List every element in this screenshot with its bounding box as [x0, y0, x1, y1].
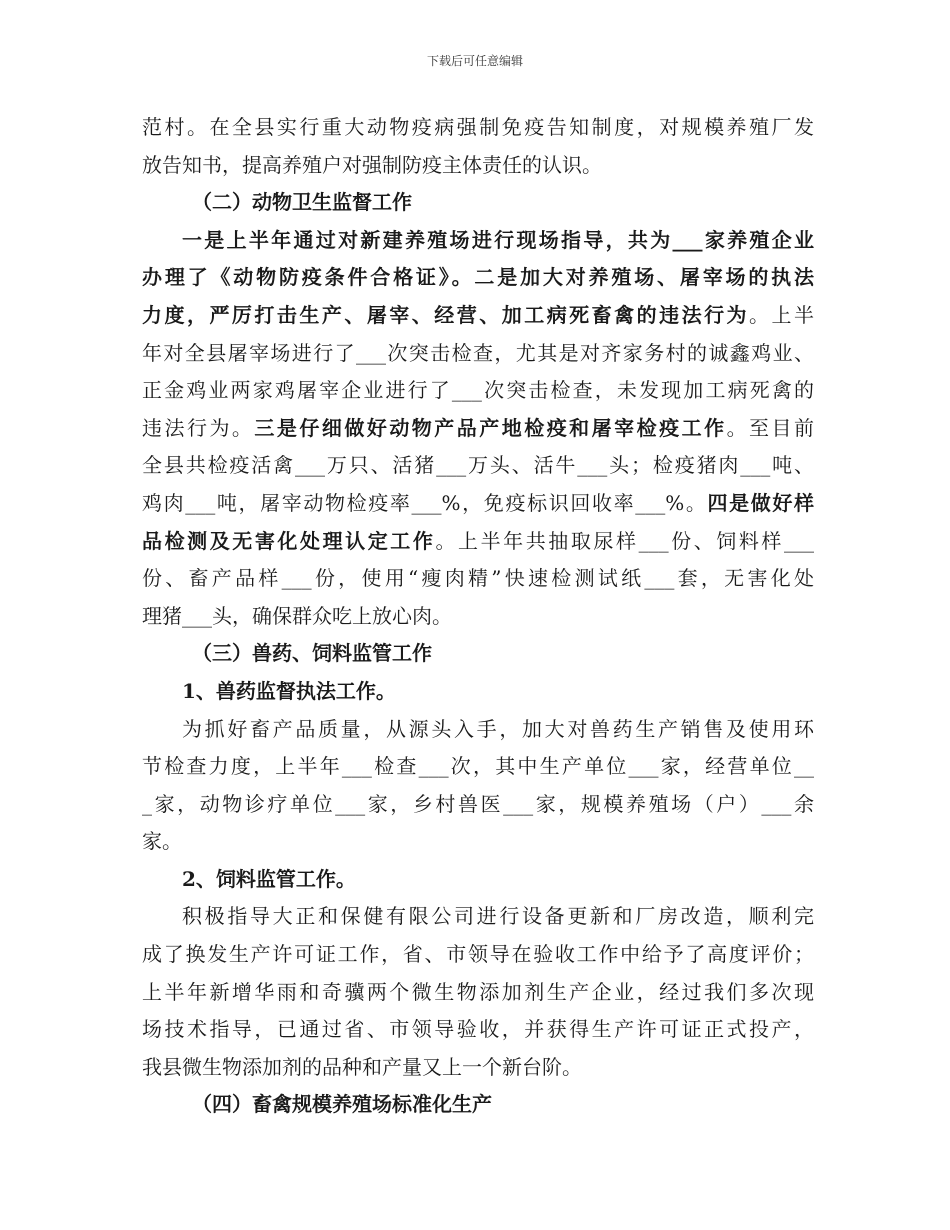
bold-text: 三是仔细做好动物产品产地检疫和屠宰检疫工作 [254, 415, 727, 440]
paragraph-line: 家。 [142, 829, 182, 854]
paragraph-line: _家，动物诊疗单位___家，乡村兽医___家，规模养殖场（户）___余 [142, 791, 814, 816]
section-heading-2: （二）动物卫生监督工作 [192, 190, 412, 215]
paragraph-line [142, 410, 814, 448]
paragraph-line: 为抓好畜产品质量，从源头入手，加大对兽药生产销售及使用环 [182, 716, 814, 741]
paragraph-line: 放告知书，提高养殖户对强制防疫主体责任的认识。 [142, 152, 602, 177]
paragraph-line [142, 523, 814, 561]
paragraph-line: 一是上半年通过对新建养殖场进行现场指导，共为___家养殖企业 [182, 227, 814, 252]
paragraph-line: 我县微生物添加剂的品种和产量又上一个新台阶。 [142, 1054, 582, 1079]
bold-text: 力度，严厉打击生产、屠宰、经营、加工病死畜禽的违法行为 [142, 302, 750, 327]
text: 违法行为。 [142, 415, 255, 440]
paragraph-line: 正金鸡业两家鸡屠宰企业进行了___次突击检查，未发现加工病死禽的 [142, 378, 814, 403]
paragraph-line: 理猪___头，确保群众吃上放心肉。 [142, 603, 452, 628]
text: 。上半 [749, 302, 815, 327]
subsection-heading-1: 1、兽药监督执法工作。 [182, 678, 396, 703]
paragraph-line: 积极指导大正和保健有限公司进行设备更新和厂房改造，顺利完 [182, 904, 814, 929]
paragraph-line: 成了换发生产许可证工作，省、市领导在验收工作中给予了高度评价； [142, 942, 814, 967]
paragraph-line [142, 297, 814, 335]
paragraph-line: 范村。在全县实行重大动物疫病强制免疫告知制度，对规模养殖厂发 [142, 115, 814, 139]
paragraph-line: 上半年新增华雨和奇骥两个微生物添加剂生产企业，经过我们多次现 [142, 979, 814, 1004]
paragraph-line: 年对全县屠宰场进行了___次突击检查，尤其是对齐家务村的诚鑫鸡业、 [142, 340, 814, 365]
section-heading-3: （三）兽药、饲料监管工作 [192, 641, 432, 666]
paragraph-line: 份、畜产品样___份，使用“瘦肉精”快速检测试纸___套，无害化处 [142, 566, 814, 591]
paragraph-line [142, 485, 814, 523]
page-header-watermark: 下载后可任意编辑 [426, 54, 523, 68]
document-body [142, 109, 814, 1124]
paragraph-line: 办理了《动物防疫条件合格证》。二是加大对养殖场、屠宰场的执法 [142, 265, 814, 290]
text: 。上半年共抽取尿样___份、饲料样___ [435, 528, 815, 553]
bold-text: 四是做好样 [707, 490, 815, 515]
bold-text: 品检测及无害化处理认定工作 [142, 528, 436, 553]
text: 鸡肉___吨，屠宰动物检疫率___%，免疫标识回收率___%。 [142, 490, 708, 515]
paragraph-line: 节检查力度，上半年___检查___次，其中生产单位___家，经营单位__ [142, 754, 814, 779]
paragraph-line: 场技术指导，已通过省、市领导验收，并获得生产许可证正式投产， [142, 1017, 814, 1042]
text: 。至目前 [726, 415, 815, 440]
section-heading-4: （四）畜禽规模养殖场标准化生产 [192, 1092, 492, 1117]
subsection-heading-2: 2、饲料监管工作。 [182, 866, 356, 891]
paragraph-line: 全县共检疫活禽___万只、活猪___万头、活牛___头；检疫猪肉___吨、 [142, 453, 814, 478]
